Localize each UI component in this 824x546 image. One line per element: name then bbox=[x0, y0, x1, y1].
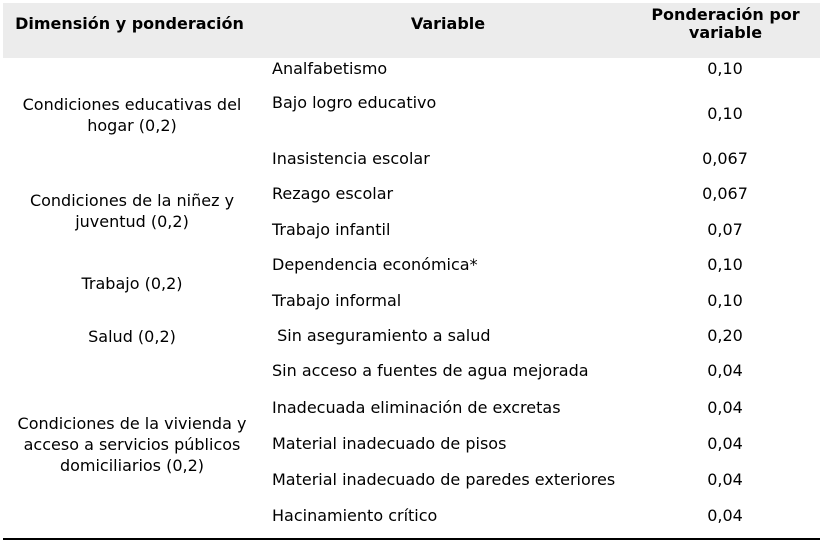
table-row-weight: 0,20 bbox=[707, 326, 743, 345]
table-row-weight: 0,10 bbox=[707, 59, 743, 78]
header-weight: Ponderación por variable bbox=[651, 5, 800, 42]
table-row-variable: Sin aseguramiento a salud bbox=[272, 326, 491, 345]
table-row-weight: 0,04 bbox=[707, 434, 743, 453]
table-row-weight: 0,04 bbox=[707, 398, 743, 417]
table-row-weight: 0,04 bbox=[707, 470, 743, 489]
table-header bbox=[3, 3, 820, 58]
table-bottom-rule bbox=[3, 538, 820, 540]
table-row-weight: 0,067 bbox=[702, 184, 748, 203]
table-row-variable: Analfabetismo bbox=[272, 59, 388, 78]
table-row-variable: Material inadecuado de pisos bbox=[272, 434, 507, 453]
table-row-weight: 0,04 bbox=[707, 506, 743, 525]
table-row-weight: 0,07 bbox=[707, 220, 743, 239]
dimension-childhood: Condiciones de la niñez y juventud (0,2) bbox=[29, 191, 235, 231]
table-row-variable: Inasistencia escolar bbox=[272, 149, 430, 168]
dimension-education: Condiciones educativas del hogar (0,2) bbox=[22, 95, 242, 135]
table-row-weight: 0,04 bbox=[707, 361, 743, 380]
table-row-variable: Sin acceso a fuentes de agua mejorada bbox=[272, 361, 589, 380]
table-row-variable: Bajo logro educativo bbox=[272, 93, 437, 112]
table-row-variable: Hacinamiento crítico bbox=[272, 506, 438, 525]
table-row-weight: 0,067 bbox=[702, 149, 748, 168]
dimension-housing: Condiciones de la vivienda y acceso a servicios públicos domiciliarios (0,2) bbox=[17, 414, 247, 475]
table-row-variable: Rezago escolar bbox=[272, 184, 394, 203]
table-row-weight: 0,10 bbox=[707, 291, 743, 310]
table-row-weight: 0,10 bbox=[707, 104, 743, 123]
table-row-variable: Trabajo informal bbox=[272, 291, 402, 310]
table-row-variable: Trabajo infantil bbox=[272, 220, 391, 239]
header-dimension: Dimensión y ponderación bbox=[15, 14, 244, 33]
table-row-weight: 0,10 bbox=[707, 255, 743, 274]
dimension-health: Salud (0,2) bbox=[88, 327, 176, 346]
table-row-variable: Material inadecuado de paredes exteriores bbox=[272, 470, 616, 489]
header-variable: Variable bbox=[410, 14, 486, 33]
dimension-work: Trabajo (0,2) bbox=[81, 274, 183, 293]
table-row-variable: Inadecuada eliminación de excretas bbox=[272, 398, 561, 417]
table-row-variable: Dependencia económica* bbox=[272, 255, 478, 274]
